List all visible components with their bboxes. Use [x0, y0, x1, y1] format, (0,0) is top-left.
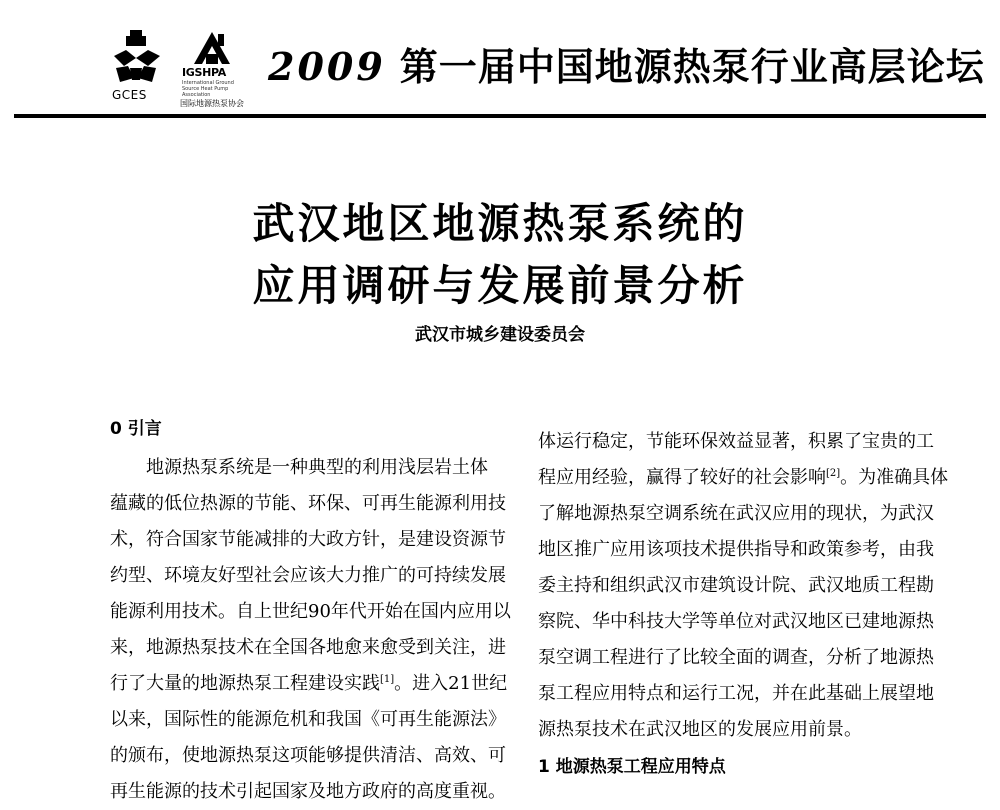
section-0-heading: 0 引言: [110, 419, 162, 439]
paragraph-line: 察院、华中科技大学等单位对武汉地区已建地源热: [538, 611, 934, 632]
paragraph-text: 。进入21世纪: [394, 673, 508, 694]
paragraph-line: 来，地源热泵技术在全国各地愈来愈受到关注，进: [110, 637, 506, 658]
citation-ref-1: [1]: [380, 674, 395, 685]
gces-logo-text: GCES: [112, 88, 147, 102]
page-header: [0, 0, 1000, 120]
paragraph-line: 了解地源热泵空调系统在武汉应用的现状，为武汉: [538, 503, 934, 524]
paragraph-line: 能源利用技术。自上世纪90年代开始在国内应用以: [110, 601, 511, 622]
paragraph-line: 委主持和组织武汉市建筑设计院、武汉地质工程勘: [538, 575, 934, 596]
igshpa-house-icon: [188, 28, 236, 66]
forum-year: 2009: [268, 44, 386, 89]
paragraph-line: 源热泵技术在武汉地区的发展应用前景。: [538, 719, 862, 740]
gces-emblem-icon: [108, 28, 164, 86]
paragraph-line: 的颁布，使地源热泵这项能够提供清洁、高效、可: [110, 745, 506, 766]
paragraph-line: 泵工程应用特点和运行工况，并在此基础上展望地: [538, 683, 934, 704]
igshpa-logo: [176, 28, 252, 108]
igshpa-logo-name: IGSHPA: [182, 66, 227, 79]
article-title-line2: 应用调研与发展前景分析: [252, 261, 748, 310]
section-1-heading: 1 地源热泵工程应用特点: [538, 757, 726, 777]
citation-ref-2: [2]: [826, 468, 841, 479]
article-title-line1: 武汉地区地源热泵系统的: [252, 199, 748, 248]
gces-logo: [108, 28, 168, 104]
paragraph-line: 蕴藏的低位热源的节能、环保、可再生能源利用技: [110, 493, 506, 514]
article-author: 武汉市城乡建设委员会: [415, 325, 585, 345]
igshpa-logo-chinese: 国际地源热泵协会: [180, 99, 244, 108]
paragraph-line: 约型、环境友好型社会应该大力推广的可持续发展: [110, 565, 506, 586]
paragraph-text: 程应用经验，赢得了较好的社会影响: [538, 467, 826, 488]
paragraph-line: 地源热泵系统是一种典型的利用浅层岩土体: [146, 457, 488, 478]
forum-title: [268, 36, 985, 92]
paragraph-line: 地区推广应用该项技术提供指导和政策参考，由我: [538, 539, 934, 560]
paragraph-line: 泵空调工程进行了比较全面的调查，分析了地源热: [538, 647, 934, 668]
paragraph-line: 术，符合国家节能减排的大政方针，是建设资源节: [110, 529, 506, 550]
paragraph-line-with-citation: [538, 460, 949, 496]
paragraph-line-with-citation: [110, 666, 508, 702]
paragraph-text: 。为准确具体: [840, 467, 949, 488]
paragraph-line: 体运行稳定，节能环保效益显著，积累了宝贵的工: [538, 431, 934, 452]
paragraph-line: 以来，国际性的能源危机和我国《可再生能源法》: [110, 709, 506, 730]
forum-name: 第一届中国地源热泵行业高层论坛: [399, 44, 985, 89]
paragraph-line: 再生能源的技术引起国家及地方政府的高度重视。: [110, 781, 506, 802]
paragraph-text: 行了大量的地源热泵工程建设实践: [110, 673, 380, 694]
header-divider: [14, 114, 986, 118]
igshpa-logo-tagline: International Ground Source Heat Pump Association: [182, 80, 234, 98]
